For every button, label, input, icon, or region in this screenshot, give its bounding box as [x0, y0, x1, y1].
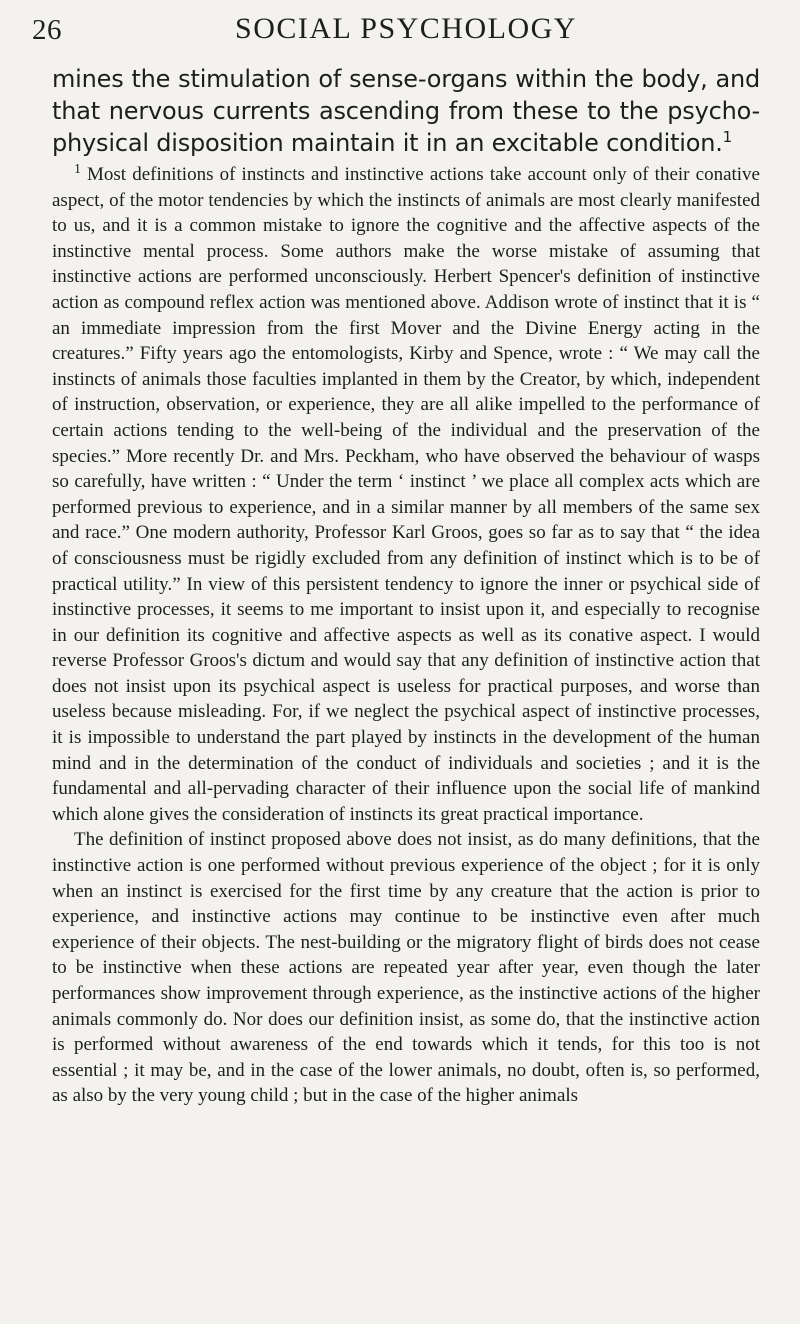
footnote-marker: 1	[722, 128, 733, 146]
main-paragraph	[52, 63, 760, 159]
footnote-paragraph-2	[52, 827, 760, 1109]
running-head	[32, 0, 760, 58]
running-title: SOCIAL PSYCHOLOGY	[235, 12, 577, 45]
footnote-paragraph-1-text: Most definitions of instincts and instinctive actions take account only of their conative aspect, of the motor tendencies by which the instincts of animals are most clearly manifested to us, and it is a common mistake to ignore the cognitive and the affective aspects of the instinctive mental process. Some authors make the worse mistake of assuming that instinctive actions are performed unconsciously. Herbert Spencer's definition of instinctive action as compound reflex action was mentioned above. Addison wrote of instinct that it is “ an immediate impression from the first Mover and the Divine Energy acting in the creatures.” Fifty years ago the entomologists, Kirby and Spence, wrote : “ We may call the instincts of animals those faculties implanted in them by the Creator, by which, independent of instruction, observation, or experience, they are all alike impelled to the performance of certain actions tending to the well-being of the individual and the preservation of the species.” More recently Dr. and Mrs. Peckham, who have observed the behaviour of wasps so carefully, have written : “ Under the term ‘ instinct ’ we place all complex acts which are performed previous to experience, and in a similar manner by all members of the same sex and race.” One modern authority, Professor Karl Groos, goes so far as to say that “ the idea of consciousness must be rigidly excluded from any definition of instinct which is to be of practical utility.” In view of this persistent tendency to ignore the inner or psychical side of instinctive processes, it seems to me important to insist upon it, and especially to recognise in our definition its cognitive and affective aspects as well as its conative aspect. I would reverse Professor Groos's dictum and would say that any definition of instinctive action that does not insist upon its psychical aspect is useless for practical purposes, and worse than useless because misleading. For, if we neglect the psychical aspect of instinctive processes, it is impossible to understand the part played by instincts in the development of the human mind and in the determination of the conduct of individuals and societies ; and it is the fundamental and all-pervading character of their influence upon the social life of mankind which alone gives the consideration of instincts its great practical importance.	[52, 164, 760, 825]
main-paragraph-text: mines the stimulation of sense-organs within the body, and that nervous currents ascending from these to the psycho-physical disposition maintain it in an excitable condition.	[52, 65, 760, 157]
book-page	[32, 0, 760, 1109]
page-number: 26	[32, 14, 62, 46]
footnote	[52, 162, 760, 1109]
footnote-paragraph-1	[52, 162, 760, 827]
footnote-paragraph-2-text: The definition of instinct proposed above does not insist, as do many definitions, that the instinctive action is one performed without previous experience of the object ; for it is only when an instinct is exercised for the first time by any creature that the action is prior to experience, and instinctive actions may continue to be instinctive even after much experience of their objects. The nest-building or the migratory flight of birds does not cease to be instinctive when these actions are repeated year after year, even though the later performances show improvement through experience, as the instinctive actions of the higher animals commonly do. Nor does our definition insist, as some do, that the instinctive action is performed without awareness of the end towards which it tends, for this too is not essential ; it may be, and in the case of the lower animals, no doubt, often is, so performed, as also by the very young child ; but in the case of the higher animals	[52, 829, 760, 1107]
footnote-number: 1	[74, 161, 81, 177]
